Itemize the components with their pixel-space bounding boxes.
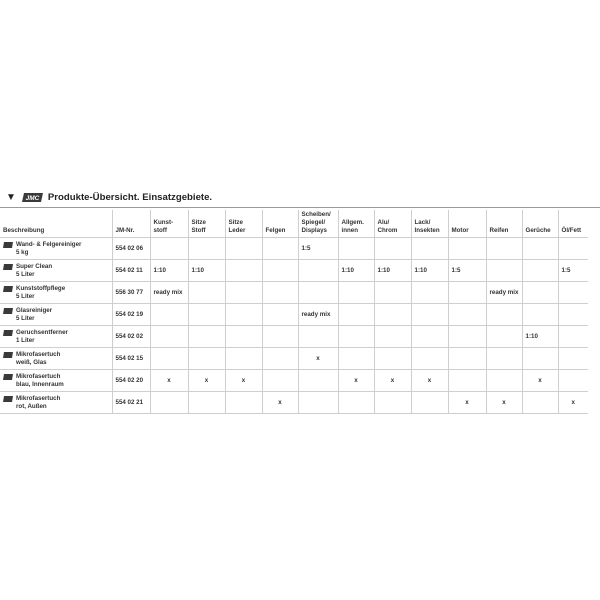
table-row	[0, 260, 588, 282]
product-description: Mikrofasertuch weiß, Glas	[16, 350, 61, 366]
usage-cell	[374, 326, 411, 348]
column-header-label: Sitze Stoff	[191, 219, 206, 234]
jmc-logo-icon	[3, 286, 13, 292]
table-row	[0, 392, 588, 414]
usage-cell	[225, 304, 262, 326]
section-title: Produkte-Übersicht. Einsatzgebiete.	[47, 191, 213, 203]
usage-cell	[262, 370, 298, 392]
usage-cell	[188, 348, 225, 370]
column-header-label: Gerüche	[525, 227, 551, 234]
usage-cell	[150, 238, 188, 260]
usage-cell	[411, 282, 448, 304]
usage-cell	[298, 282, 338, 304]
article-number: 554 02 02	[112, 326, 150, 348]
column-header	[0, 210, 112, 238]
usage-cell	[448, 282, 486, 304]
column-header	[558, 210, 588, 238]
product-description-cell	[0, 326, 112, 348]
column-header	[448, 210, 486, 238]
column-header	[411, 210, 448, 238]
product-description-cell	[0, 348, 112, 370]
product-description-cell	[0, 304, 112, 326]
usage-cell: x	[522, 370, 558, 392]
usage-cell: ready mix	[486, 282, 522, 304]
usage-cell: x	[150, 370, 188, 392]
usage-cell: 1:5	[298, 238, 338, 260]
product-description: Mikrofasertuch rot, Außen	[16, 394, 61, 410]
usage-cell	[338, 348, 374, 370]
usage-cell	[262, 238, 298, 260]
usage-cell	[262, 348, 298, 370]
usage-cell	[298, 370, 338, 392]
usage-cell: x	[225, 370, 262, 392]
usage-cell	[522, 392, 558, 414]
section-header	[6, 189, 212, 205]
usage-cell	[262, 282, 298, 304]
usage-cell: 1:10	[411, 260, 448, 282]
column-header-label: Lack/ Insekten	[414, 219, 440, 234]
usage-cell	[374, 282, 411, 304]
usage-cell	[522, 260, 558, 282]
column-header	[225, 210, 262, 238]
usage-cell: 1:5	[558, 260, 588, 282]
usage-cell	[448, 348, 486, 370]
product-description: Geruchsentferner 1 Liter	[16, 328, 68, 344]
usage-cell	[558, 282, 588, 304]
usage-cell	[558, 238, 588, 260]
product-description: Mikrofasertuch blau, Innenraum	[16, 372, 64, 388]
usage-cell	[486, 326, 522, 348]
jmc-logo-icon	[3, 308, 13, 314]
usage-cell	[486, 304, 522, 326]
jmc-logo-icon	[3, 242, 13, 248]
usage-cell	[188, 282, 225, 304]
column-header-label: Beschreibung	[3, 227, 45, 234]
usage-cell	[374, 392, 411, 414]
usage-cell	[411, 348, 448, 370]
usage-cell	[225, 260, 262, 282]
usage-cell	[558, 348, 588, 370]
usage-cell	[298, 392, 338, 414]
usage-cell	[262, 260, 298, 282]
column-header	[262, 210, 298, 238]
usage-cell	[188, 326, 225, 348]
product-description-cell	[0, 370, 112, 392]
column-header	[338, 210, 374, 238]
usage-cell	[558, 370, 588, 392]
usage-cell	[448, 238, 486, 260]
table-row	[0, 370, 588, 392]
usage-cell: 1:10	[188, 260, 225, 282]
usage-cell	[188, 238, 225, 260]
usage-cell: x	[188, 370, 225, 392]
product-description-cell	[0, 238, 112, 260]
usage-cell: x	[338, 370, 374, 392]
usage-cell	[558, 304, 588, 326]
usage-cell	[338, 326, 374, 348]
svg-text:JMC: JMC	[25, 194, 40, 202]
column-header-label: Reifen	[489, 227, 509, 234]
table-row	[0, 238, 588, 260]
usage-cell: ready mix	[298, 304, 338, 326]
table-row	[0, 282, 588, 304]
article-number: 554 02 21	[112, 392, 150, 414]
jmc-logo-icon	[3, 330, 13, 336]
usage-cell	[522, 304, 558, 326]
usage-cell	[486, 260, 522, 282]
usage-cell: x	[262, 392, 298, 414]
usage-cell: 1:10	[338, 260, 374, 282]
usage-cell: x	[448, 392, 486, 414]
article-number: 556 30 77	[112, 282, 150, 304]
usage-cell	[486, 348, 522, 370]
usage-cell	[448, 304, 486, 326]
header-divider	[0, 207, 600, 208]
product-description: Kunststoffpflege 5 Liter	[16, 284, 66, 300]
jmc-logo-icon	[22, 192, 44, 203]
usage-cell	[338, 304, 374, 326]
column-header	[112, 210, 150, 238]
column-header-label: Felgen	[265, 227, 286, 234]
usage-cell	[411, 238, 448, 260]
product-description: Glasreiniger 5 Liter	[16, 306, 53, 322]
column-header-label: Sitze Leder	[228, 219, 246, 234]
article-number: 554 02 06	[112, 238, 150, 260]
usage-cell	[522, 282, 558, 304]
product-description-cell	[0, 392, 112, 414]
usage-cell: 1:5	[448, 260, 486, 282]
table-row	[0, 304, 588, 326]
usage-cell	[522, 348, 558, 370]
usage-cell	[558, 326, 588, 348]
usage-cell	[225, 392, 262, 414]
usage-cell	[225, 282, 262, 304]
article-number: 554 02 11	[112, 260, 150, 282]
column-header	[188, 210, 225, 238]
column-header	[150, 210, 188, 238]
usage-cell: 1:10	[374, 260, 411, 282]
usage-cell	[374, 238, 411, 260]
usage-cell	[338, 392, 374, 414]
jmc-logo-icon	[3, 374, 13, 380]
usage-cell: x	[411, 370, 448, 392]
product-description-cell	[0, 282, 112, 304]
article-number: 554 02 15	[112, 348, 150, 370]
table-row	[0, 326, 588, 348]
usage-cell	[225, 348, 262, 370]
usage-cell: x	[486, 392, 522, 414]
usage-cell	[522, 238, 558, 260]
jmc-logo-icon	[3, 352, 13, 358]
article-number: 554 02 19	[112, 304, 150, 326]
column-header-label: Kunst- stoff	[153, 219, 174, 234]
usage-cell: x	[298, 348, 338, 370]
usage-cell: x	[558, 392, 588, 414]
usage-cell	[374, 304, 411, 326]
article-number: 554 02 20	[112, 370, 150, 392]
usage-cell	[411, 326, 448, 348]
jmc-logo-icon	[3, 264, 13, 270]
usage-cell	[298, 326, 338, 348]
column-header-label: Motor	[451, 227, 469, 234]
usage-cell	[411, 392, 448, 414]
usage-cell	[411, 304, 448, 326]
usage-cell	[150, 304, 188, 326]
column-header	[298, 210, 338, 238]
column-header	[374, 210, 411, 238]
usage-cell	[298, 260, 338, 282]
column-header-label: Scheiben/ Spiegel/ Displays	[301, 211, 331, 234]
product-description: Super Clean 5 Liter	[16, 262, 53, 278]
usage-cell	[486, 370, 522, 392]
table-header-row	[0, 210, 588, 238]
column-header-label: Alu/ Chrom	[377, 219, 398, 234]
usage-cell	[486, 238, 522, 260]
product-description-cell	[0, 260, 112, 282]
column-header-label: JM-Nr.	[115, 227, 135, 234]
usage-cell: 1:10	[522, 326, 558, 348]
product-table	[0, 210, 588, 414]
column-header-label: Öl/Fett	[561, 227, 582, 234]
usage-cell	[225, 326, 262, 348]
usage-cell: x	[374, 370, 411, 392]
usage-cell	[338, 282, 374, 304]
usage-cell: 1:10	[150, 260, 188, 282]
usage-cell	[150, 392, 188, 414]
usage-cell: ready mix	[150, 282, 188, 304]
usage-cell	[262, 326, 298, 348]
usage-cell	[338, 238, 374, 260]
usage-cell	[448, 326, 486, 348]
product-description: Wand- & Felgereiniger 5 kg	[16, 240, 82, 256]
usage-cell	[188, 304, 225, 326]
usage-cell	[374, 348, 411, 370]
usage-cell	[150, 326, 188, 348]
column-header	[486, 210, 522, 238]
usage-cell	[262, 304, 298, 326]
column-header-label: Allgem. innen	[341, 219, 364, 234]
usage-cell	[188, 392, 225, 414]
usage-cell	[150, 348, 188, 370]
column-header	[522, 210, 558, 238]
usage-cell	[448, 370, 486, 392]
usage-cell	[225, 238, 262, 260]
jmc-logo-icon	[3, 396, 13, 402]
table-row	[0, 348, 588, 370]
triangle-down-icon[interactable]: ▼	[6, 191, 16, 203]
